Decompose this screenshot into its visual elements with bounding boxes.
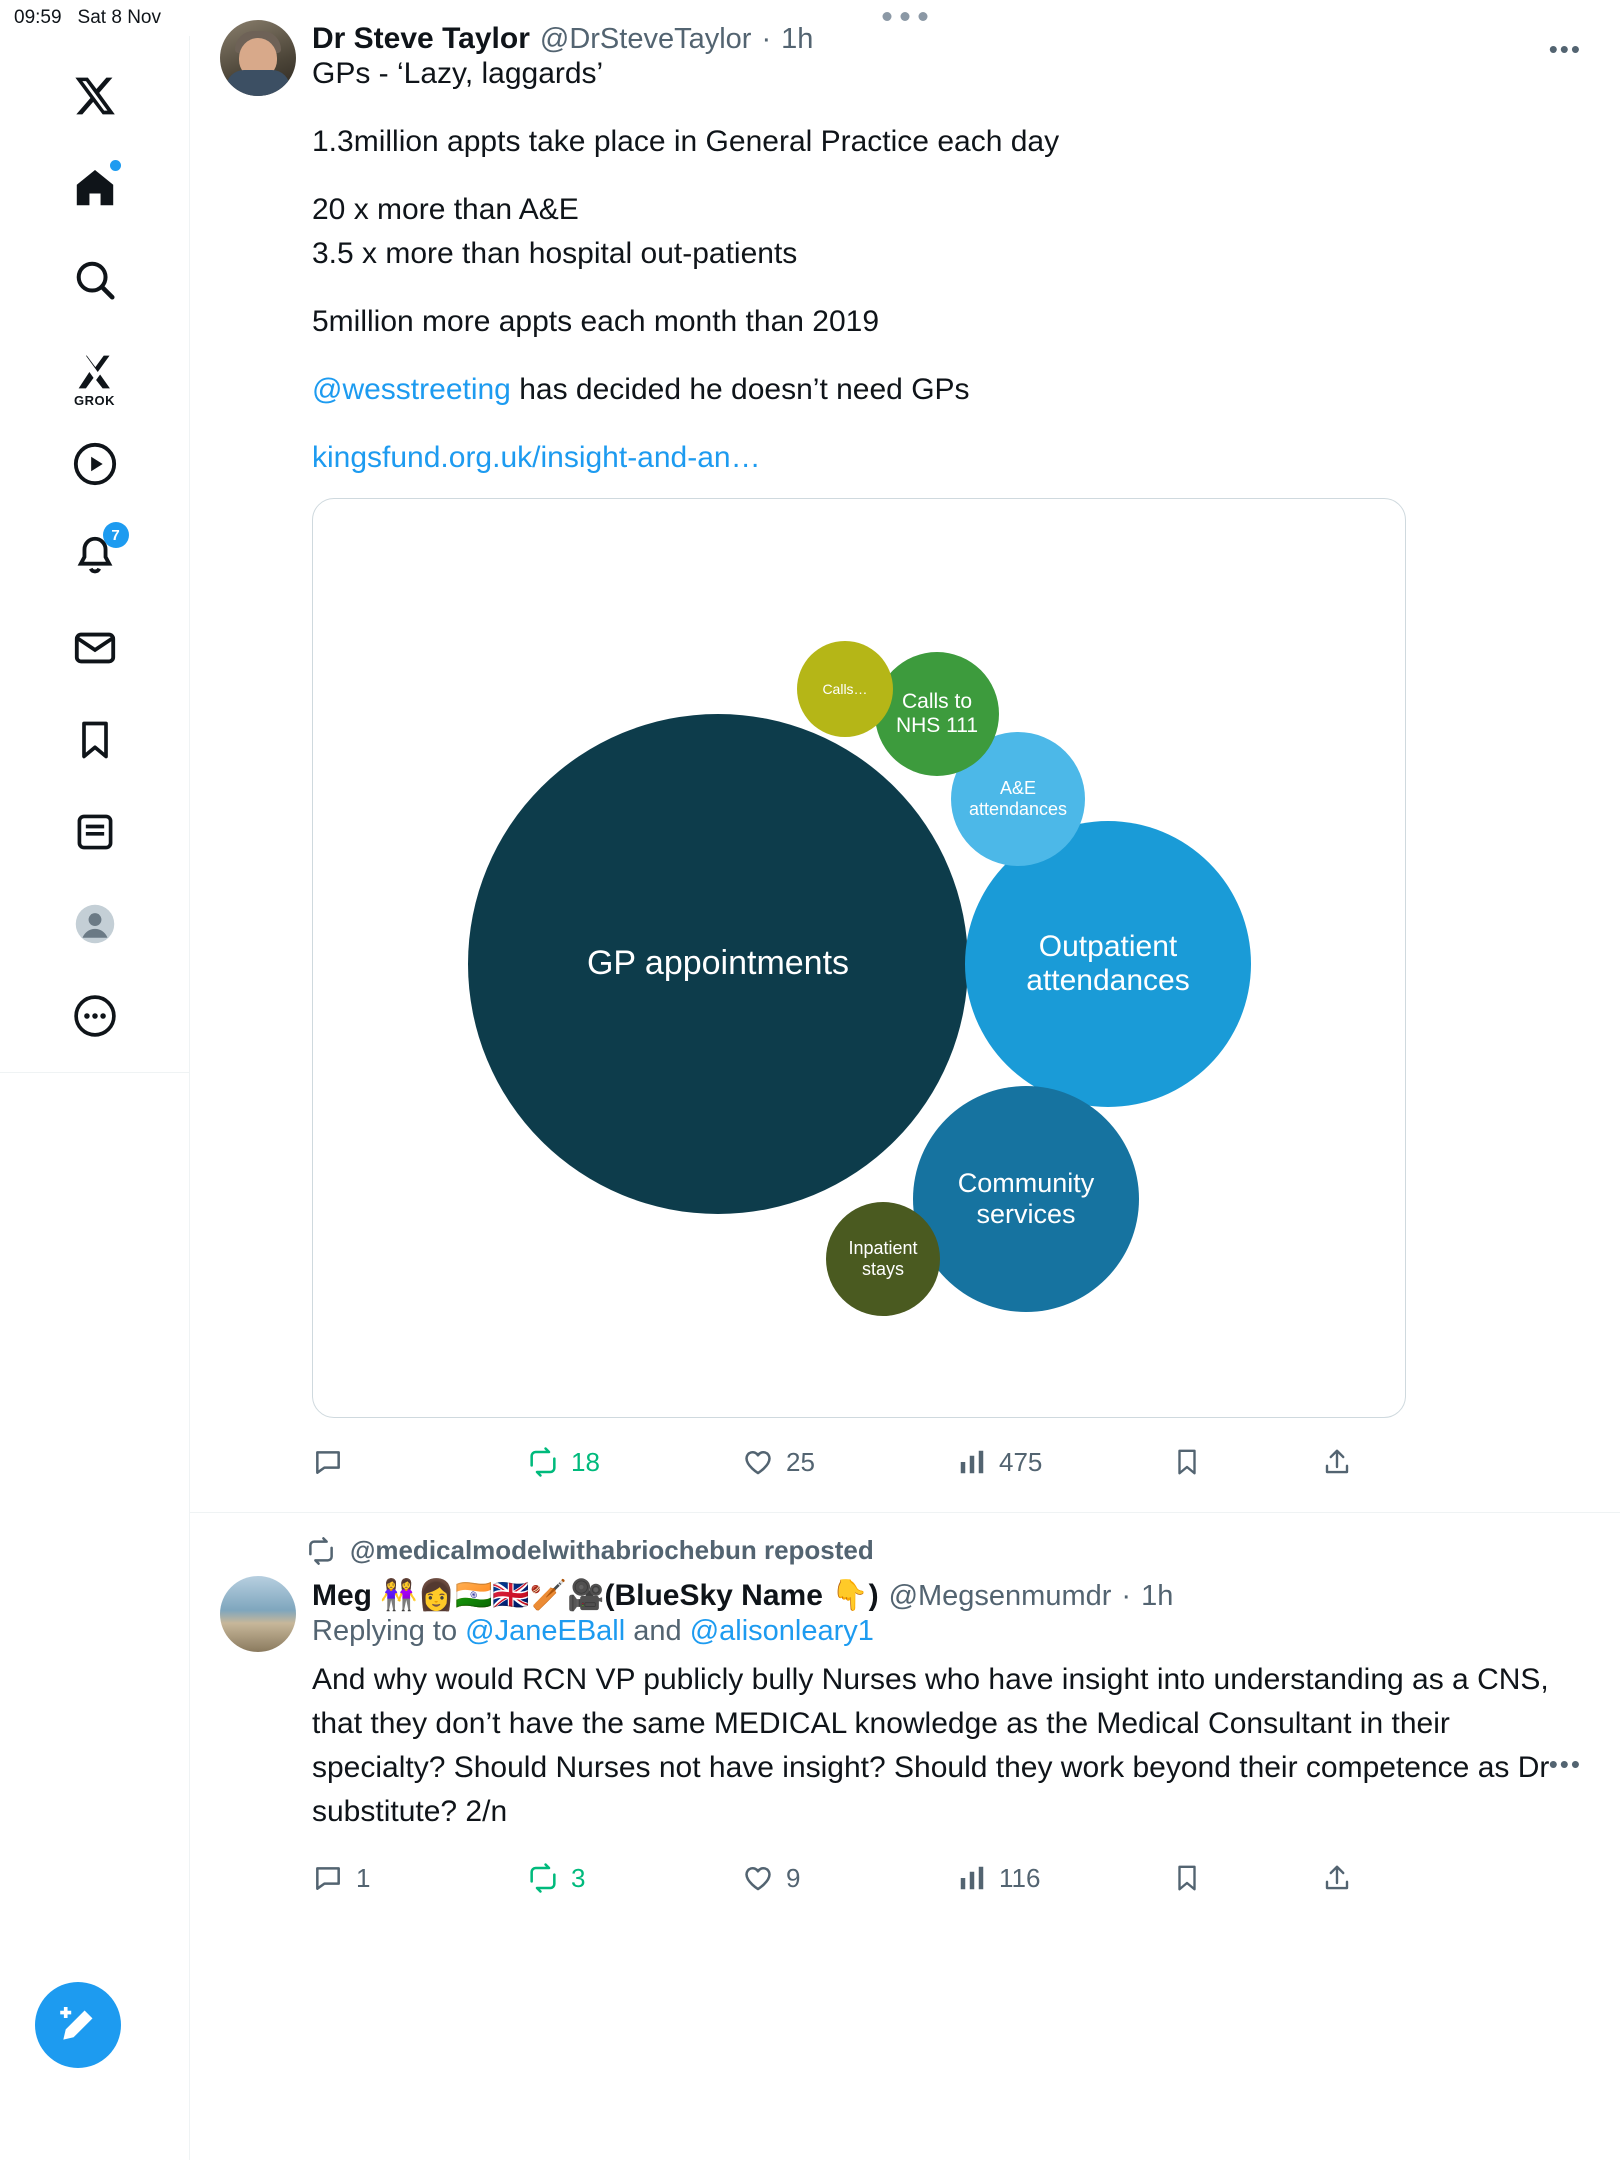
bookmark-button[interactable] bbox=[1172, 1863, 1322, 1893]
post-2-text: And why would RCN VP publicly bully Nurses who have insight into understanding as a CNS, that they don’t have the same MEDICAL knowledge as the Medical Consultant in their specialty? Should Nurses not have insight? Should they work beyond their competence as Dr substitute? 2/n bbox=[312, 1663, 1550, 1828]
post-1-timestamp[interactable]: 1h bbox=[781, 23, 814, 55]
post-1-line-1: GPs - ‘Lazy, laggards’ bbox=[312, 57, 604, 90]
card-link-anchor[interactable]: kingsfund.org.uk/insight-and-an… bbox=[312, 441, 761, 474]
post-1-dot: · bbox=[761, 23, 772, 55]
post-2-display-name[interactable]: Meg 👭👩🇮🇳🇬🇧🏏🎥(BlueSky Name 👇) bbox=[312, 1579, 879, 1612]
sidebar bbox=[0, 36, 190, 2160]
post-1-more-icon[interactable]: ••• bbox=[1548, 34, 1582, 64]
bookmark-button[interactable] bbox=[1172, 1447, 1322, 1477]
post-1-handle[interactable]: @DrSteveTaylor bbox=[539, 23, 752, 55]
grok-label: GROK bbox=[74, 393, 115, 408]
reply-button[interactable] bbox=[312, 1862, 527, 1894]
post-2-more-icon[interactable]: ••• bbox=[1548, 1749, 1582, 1779]
bubble-3 bbox=[913, 1086, 1139, 1312]
bubble-7 bbox=[826, 1202, 940, 1316]
post-2-header bbox=[220, 1576, 1578, 1916]
reply-button[interactable] bbox=[312, 1446, 527, 1478]
post-1-author-block bbox=[312, 20, 1578, 1500]
bubble-6 bbox=[797, 641, 893, 737]
sidebar-item-bookmarks[interactable] bbox=[53, 698, 137, 782]
post-2-dot: · bbox=[1121, 1580, 1132, 1612]
repost-count: 18 bbox=[571, 1446, 600, 1477]
post-2 bbox=[190, 1513, 1620, 1916]
bubble-chart bbox=[313, 499, 1405, 1417]
sidebar-item-x-logo[interactable] bbox=[53, 54, 137, 138]
sidebar-item-grok[interactable] bbox=[53, 330, 137, 414]
sidebar-item-lists[interactable] bbox=[53, 790, 137, 874]
bubble-label: Inpatient stays bbox=[848, 1238, 918, 1279]
repost-button[interactable] bbox=[527, 1446, 742, 1478]
sidebar-item-search[interactable] bbox=[53, 238, 137, 322]
like-count: 25 bbox=[786, 1446, 815, 1477]
sidebar-item-home[interactable] bbox=[53, 146, 137, 230]
post-1-line-6 bbox=[312, 368, 1578, 412]
mention-janeeball[interactable]: @JaneEBall bbox=[465, 1615, 626, 1647]
bubble-label: Calls… bbox=[822, 680, 868, 697]
post-1-line-4: 3.5 x more than hospital out-patients bbox=[312, 237, 798, 270]
avatar[interactable] bbox=[220, 20, 296, 96]
like-count: 9 bbox=[786, 1862, 801, 1893]
views-button[interactable] bbox=[957, 1447, 1172, 1478]
sidebar-item-profile[interactable] bbox=[53, 882, 137, 966]
post-1-actions bbox=[312, 1424, 1406, 1500]
views-count: 475 bbox=[999, 1446, 1043, 1477]
post-1-card-link[interactable] bbox=[312, 436, 1578, 480]
mention-wesstreeting[interactable]: @wesstreeting bbox=[312, 373, 511, 406]
status-date: Sat 8 Nov bbox=[77, 7, 161, 28]
post-2-actions bbox=[312, 1840, 1406, 1916]
repost-context-label[interactable]: @medicalmodelwithabriochebun reposted bbox=[350, 1535, 874, 1565]
post-1-mention-rest: has decided he doesn’t need GPs bbox=[510, 373, 970, 406]
sidebar-item-more[interactable] bbox=[53, 974, 137, 1058]
post-1-line-5: 5million more appts each month than 2019 bbox=[312, 305, 880, 338]
mention-alisonleary1[interactable]: @alisonleary1 bbox=[689, 1615, 874, 1647]
compose-post-button[interactable] bbox=[35, 1982, 121, 2068]
repost-count: 3 bbox=[571, 1862, 586, 1893]
bubble-label: GP appointments bbox=[586, 944, 850, 983]
sidebar-item-video[interactable] bbox=[53, 422, 137, 506]
post-1-display-name[interactable]: Dr Steve Taylor bbox=[312, 22, 530, 55]
views-count: 116 bbox=[999, 1862, 1041, 1893]
sidebar-item-notifications[interactable] bbox=[53, 514, 137, 598]
post-2-handle[interactable]: @Megsenmumdr bbox=[888, 1580, 1112, 1612]
post-2-author-block bbox=[312, 1576, 1578, 1916]
reply-count: 1 bbox=[356, 1862, 371, 1893]
post-1 bbox=[190, 0, 1620, 1513]
status-time: 09:59 bbox=[14, 7, 62, 28]
like-button[interactable] bbox=[742, 1862, 957, 1894]
post-1-header bbox=[220, 20, 1578, 1500]
sidebar-item-messages[interactable] bbox=[53, 606, 137, 690]
share-button[interactable] bbox=[1322, 1863, 1352, 1893]
notifications-badge: 7 bbox=[103, 522, 129, 548]
like-button[interactable] bbox=[742, 1446, 957, 1478]
avatar[interactable] bbox=[220, 1576, 296, 1652]
post-2-timestamp[interactable]: 1h bbox=[1141, 1580, 1174, 1612]
post-2-replying-to bbox=[312, 1615, 1578, 1648]
repost-button[interactable] bbox=[527, 1862, 742, 1894]
post-1-line-3: 20 x more than A&E bbox=[312, 193, 579, 226]
bubble-label: Outpatient attendances bbox=[1026, 929, 1190, 997]
views-button[interactable] bbox=[957, 1863, 1172, 1894]
post-1-media-card[interactable] bbox=[312, 498, 1406, 1418]
replying-prefix: Replying to bbox=[312, 1615, 466, 1647]
post-1-text bbox=[312, 52, 1578, 480]
bubble-label: Calls to NHS 111 bbox=[895, 689, 979, 737]
sidebar-divider bbox=[0, 1072, 190, 1073]
post-1-line-2: 1.3million appts take place in General Practice each day bbox=[312, 125, 1060, 158]
home-unread-dot bbox=[110, 160, 121, 171]
bubble-label: A&E attendances bbox=[968, 778, 1068, 819]
status-bar-left bbox=[14, 7, 161, 29]
bubble-5 bbox=[875, 652, 999, 776]
post-2-repost-context bbox=[220, 1513, 1578, 1576]
share-button[interactable] bbox=[1322, 1447, 1352, 1477]
bubble-label: Community services bbox=[957, 1167, 1095, 1229]
bubble-1 bbox=[468, 714, 968, 1214]
timeline bbox=[190, 0, 1620, 2160]
replying-and: and bbox=[625, 1615, 690, 1647]
